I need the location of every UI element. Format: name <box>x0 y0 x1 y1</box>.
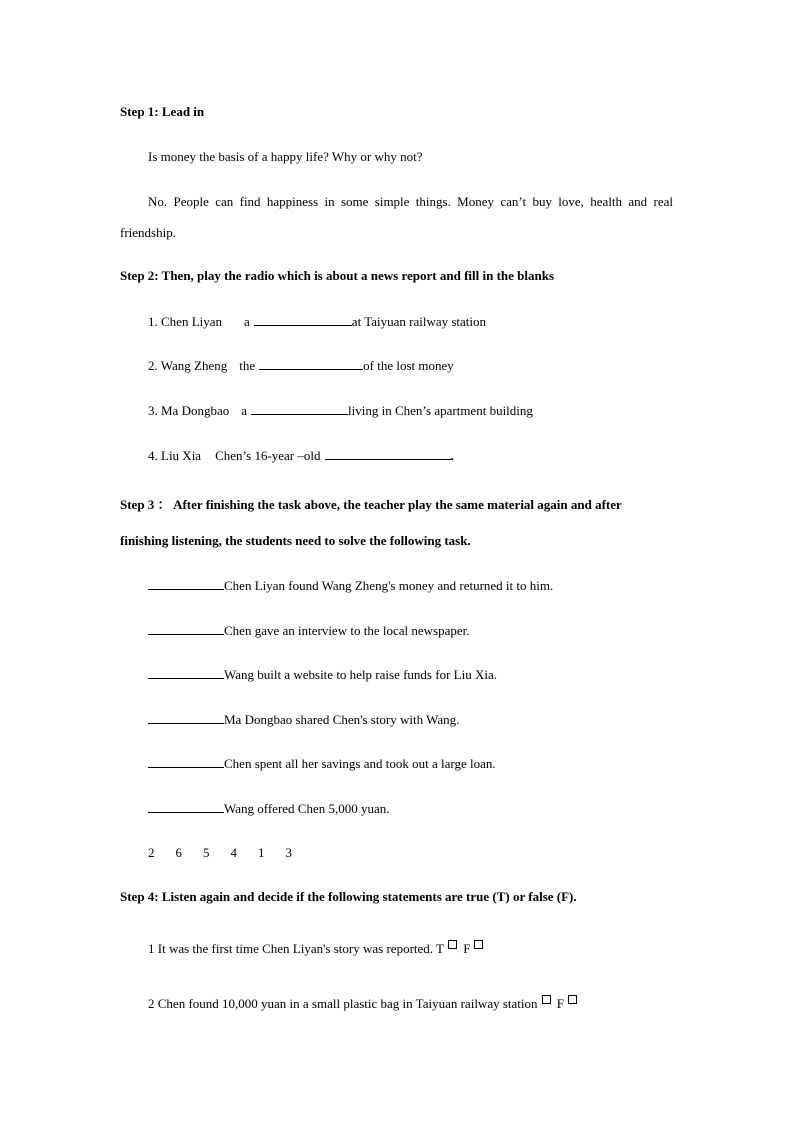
fill-item-name: 4. Liu Xia <box>148 448 202 463</box>
fill-item-after: . <box>450 448 454 463</box>
answer-number: 5 <box>203 845 210 860</box>
statement-1 <box>148 940 486 957</box>
fill-item-article: a <box>244 314 250 329</box>
event-item <box>148 666 497 683</box>
order-blank[interactable] <box>148 755 224 768</box>
event-item <box>148 622 469 639</box>
fill-item-2 <box>148 357 454 374</box>
fill-item-article: Chen’s 16-year –old <box>215 448 321 463</box>
fill-item-4 <box>148 447 454 464</box>
false-checkbox[interactable] <box>474 940 483 949</box>
step4-heading: Step 4: Listen again and decide if the following statements are true (T) or false (F). <box>120 889 577 904</box>
step2-heading: Step 2: Then, play the radio which is about a news report and fill in the blanks <box>120 268 555 283</box>
false-checkbox[interactable] <box>568 995 577 1004</box>
event-item <box>148 711 459 728</box>
event-text: Ma Dongbao shared Chen's story with Wang. <box>224 712 460 727</box>
statement-text: 1 It was the first time Chen Liyan's story was reported. <box>148 941 434 956</box>
fill-item-1 <box>148 313 486 330</box>
answer-number: 3 <box>285 845 292 860</box>
answer-blank[interactable] <box>251 402 348 415</box>
event-item <box>148 755 496 772</box>
event-text: Chen spent all her savings and took out a large loan. <box>224 756 496 771</box>
false-label: F <box>556 996 564 1011</box>
step1-answer: No. People can find happiness in some simple things. Money can’t buy love, health and real friendship. <box>120 194 673 240</box>
answer-sequence <box>148 845 292 861</box>
fill-item-name: 2. Wang Zheng <box>148 358 228 373</box>
event-text: Wang built a website to help raise funds for Liu Xia. <box>224 667 497 682</box>
step3-heading-line1: Step 3 ： After finishing the task above, the teacher play the same material again and after <box>120 497 622 512</box>
true-label: T <box>436 941 444 956</box>
true-checkbox[interactable] <box>448 940 457 949</box>
order-blank[interactable] <box>148 800 224 813</box>
step1-question: Is money the basis of a happy life? Why or why not? <box>148 149 423 164</box>
step1-heading: Step 1: Lead in <box>120 104 205 119</box>
answer-number: 4 <box>230 845 237 860</box>
order-blank[interactable] <box>148 622 224 635</box>
answer-blank[interactable] <box>325 447 451 460</box>
fill-item-article: a <box>241 403 248 418</box>
fill-item-after: at Taiyuan railway station <box>351 314 487 329</box>
fill-item-after: of the lost money <box>363 358 454 373</box>
answer-number: 1 <box>258 845 265 860</box>
answer-blank[interactable] <box>254 313 352 326</box>
event-text: Chen Liyan found Wang Zheng's money and returned it to him. <box>224 578 554 593</box>
answer-blank[interactable] <box>259 357 363 370</box>
order-blank[interactable] <box>148 711 224 724</box>
false-label: F <box>463 941 471 956</box>
order-blank[interactable] <box>148 577 224 590</box>
answer-number: 2 <box>148 845 155 860</box>
order-blank[interactable] <box>148 666 224 679</box>
fill-item-after: living in Chen’s apartment building <box>348 403 533 418</box>
fill-item-article: the <box>239 358 256 373</box>
statement-2 <box>148 995 580 1012</box>
true-checkbox[interactable] <box>542 995 551 1004</box>
event-text: Chen gave an interview to the local newspaper. <box>224 623 470 638</box>
statement-text: 2 Chen found 10,000 yuan in a small plastic bag in Taiyuan railway station <box>148 996 538 1011</box>
answer-number: 6 <box>175 845 182 860</box>
fill-item-name: 3. Ma Dongbao <box>148 403 230 418</box>
event-text: Wang offered Chen 5,000 yuan. <box>224 801 390 816</box>
fill-item-name: 1. Chen Liyan <box>148 314 223 329</box>
fill-item-3 <box>148 402 533 419</box>
event-item <box>148 800 390 817</box>
event-item <box>148 577 553 594</box>
step3-heading-line2: finishing listening, the students need to solve the following task. <box>120 533 471 548</box>
